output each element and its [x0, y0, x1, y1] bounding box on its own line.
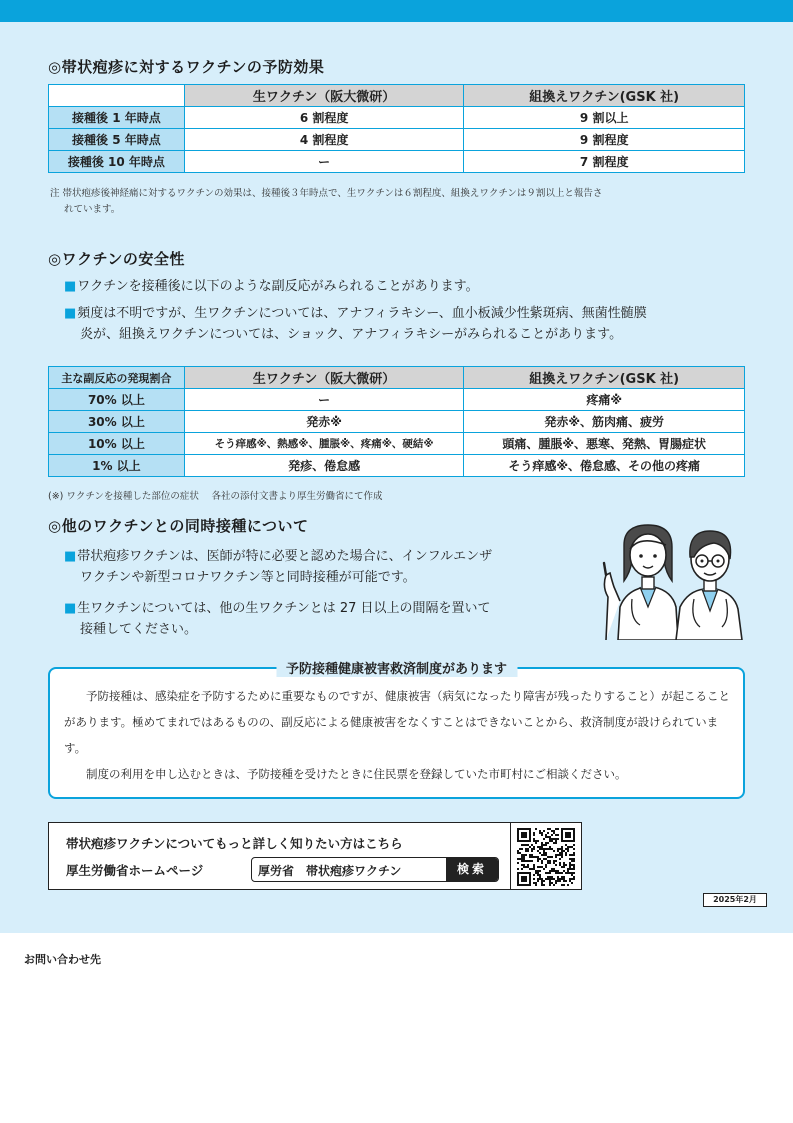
relief-system-box [48, 662, 745, 799]
table-row [49, 433, 745, 455]
square-bullet-icon: ■ [64, 601, 77, 616]
table-corner-cell [49, 85, 185, 107]
table-header-cell: 組換えワクチン(GSK 社) [464, 367, 745, 389]
side-effects-footnote: (※) ワクチンを接種した部位の症状 各社の添付文書より厚生労働省にて作成 [48, 491, 383, 502]
content-panel [0, 22, 793, 933]
row-header: 接種後 1 年時点 [49, 107, 185, 129]
table-cell: 9 割以上 [464, 107, 745, 129]
square-bullet-icon: ■ [64, 306, 77, 321]
search-box[interactable] [251, 857, 499, 882]
square-bullet-icon: ■ [64, 279, 77, 294]
concurrent-bullet-1 [64, 546, 584, 588]
relief-body [64, 683, 732, 787]
table-cell: 9 割程度 [464, 129, 745, 151]
bullet-text: 帯状疱疹ワクチンは、医師が特に必要と認めた場合に、インフルエンザ [77, 549, 493, 564]
table-cell: 7 割程度 [464, 151, 745, 173]
table-cell: 4 割程度 [184, 129, 464, 151]
row-header: 接種後 5 年時点 [49, 129, 185, 151]
safety-bullet-2 [64, 303, 754, 345]
relief-paragraph: 制度の利用を申し込むときは、予防接種を受けたときに住民票を登録していた市町村にご相談ください。 [86, 767, 627, 781]
table-header-row [49, 367, 745, 389]
table-cell: 頭痛、腫脹※、悪寒、発熱、胃腸症状 [464, 433, 745, 455]
search-query: 厚労省 帯状疱疹ワクチン [258, 864, 402, 878]
side-effects-table [48, 366, 745, 477]
table-cell: 発疹、倦怠感 [184, 455, 464, 477]
table-header-cell: 組換えワクチン(GSK 社) [464, 85, 745, 107]
table-cell: そう痒感※、倦怠感、その他の疼痛 [464, 455, 745, 477]
section-title-concurrent: ◎他のワクチンとの同時接種について [48, 517, 309, 535]
relief-title: 予防接種健康被害救済制度があります [276, 658, 517, 677]
table-row [49, 389, 745, 411]
bullet-text: ワクチンを接種後に以下のような副反応がみられることがあります。 [77, 279, 479, 294]
top-color-bar [0, 0, 793, 22]
table-header-cell: 主な副反応の発現割合 [49, 367, 185, 389]
bullet-text: 頻度は不明ですが、生ワクチンについては、アナフィラキシー、血小板減少性紫斑病、無菌性髄膜 [77, 306, 647, 321]
more-info-text-area [49, 823, 511, 889]
more-info-heading: 帯状疱疹ワクチンについてもっと詳しく知りたい方はこちら [66, 836, 403, 851]
table-row [49, 151, 745, 173]
more-info-box [48, 822, 582, 890]
table-row [49, 129, 745, 151]
bullet-text: 接種してください。 [80, 622, 198, 637]
relief-paragraph: 予防接種は、感染症を予防するために重要なものですが、健康被害（病気になったり障害が残ったりすること）が起こることがあります。極めてまれではあるものの、副反応による健康被害をなくすことはできないことから、救済制度が設けられています。 [64, 689, 730, 755]
note-line: れています。 [64, 204, 121, 215]
bullet-text: ワクチンや新型コロナワクチン等と同時接種が可能です。 [80, 570, 416, 585]
table-header-row [49, 85, 745, 107]
publication-date: 2025年2月 [703, 893, 767, 907]
row-header: 30% 以上 [49, 411, 185, 433]
doctors-illustration [596, 515, 750, 640]
table-row [49, 455, 745, 477]
table-row [49, 107, 745, 129]
table-cell: そう痒感※、熱感※、腫脹※、疼痛※、硬結※ [184, 433, 464, 455]
note-line: 注 帯状疱疹後神経痛に対するワクチンの効果は、接種後３年時点で、生ワクチンは６割程度、組換えワクチンは９割以上と報告さ [50, 188, 603, 199]
bullet-text: 生ワクチンについては、他の生ワクチンとは 27 日以上の間隔を置いて [77, 601, 491, 616]
row-header: 70% 以上 [49, 389, 185, 411]
efficacy-note [50, 186, 750, 218]
square-bullet-icon: ■ [64, 549, 77, 564]
row-header: 1% 以上 [49, 455, 185, 477]
homepage-label: 厚生労働省ホームページ [66, 863, 204, 878]
table-cell: 6 割程度 [184, 107, 464, 129]
qr-code-icon[interactable] [517, 828, 575, 886]
table-cell: ー [184, 389, 464, 411]
table-row [49, 411, 745, 433]
table-header-cell: 生ワクチン（阪大微研） [184, 367, 464, 389]
female-doctor-icon [604, 525, 678, 640]
table-cell: 発赤※、筋肉痛、疲労 [464, 411, 745, 433]
contact-label: お問い合わせ先 [24, 953, 101, 966]
male-doctor-icon [676, 531, 742, 640]
row-header: 接種後 10 年時点 [49, 151, 185, 173]
bullet-text: 炎が、組換えワクチンについては、ショック、アナフィラキシーがみられることがあります。 [80, 327, 623, 342]
table-header-cell: 生ワクチン（阪大微研） [184, 85, 464, 107]
table-cell: 疼痛※ [464, 389, 745, 411]
search-button[interactable]: 検索 [446, 858, 498, 881]
safety-bullet-1 [64, 276, 479, 297]
section-title-efficacy: ◎帯状疱疹に対するワクチンの予防効果 [48, 58, 325, 76]
table-cell: 発赤※ [184, 411, 464, 433]
table-cell: ー [184, 151, 464, 173]
section-title-safety: ◎ワクチンの安全性 [48, 250, 185, 268]
efficacy-table [48, 84, 745, 173]
concurrent-bullet-2 [64, 598, 584, 640]
row-header: 10% 以上 [49, 433, 185, 455]
